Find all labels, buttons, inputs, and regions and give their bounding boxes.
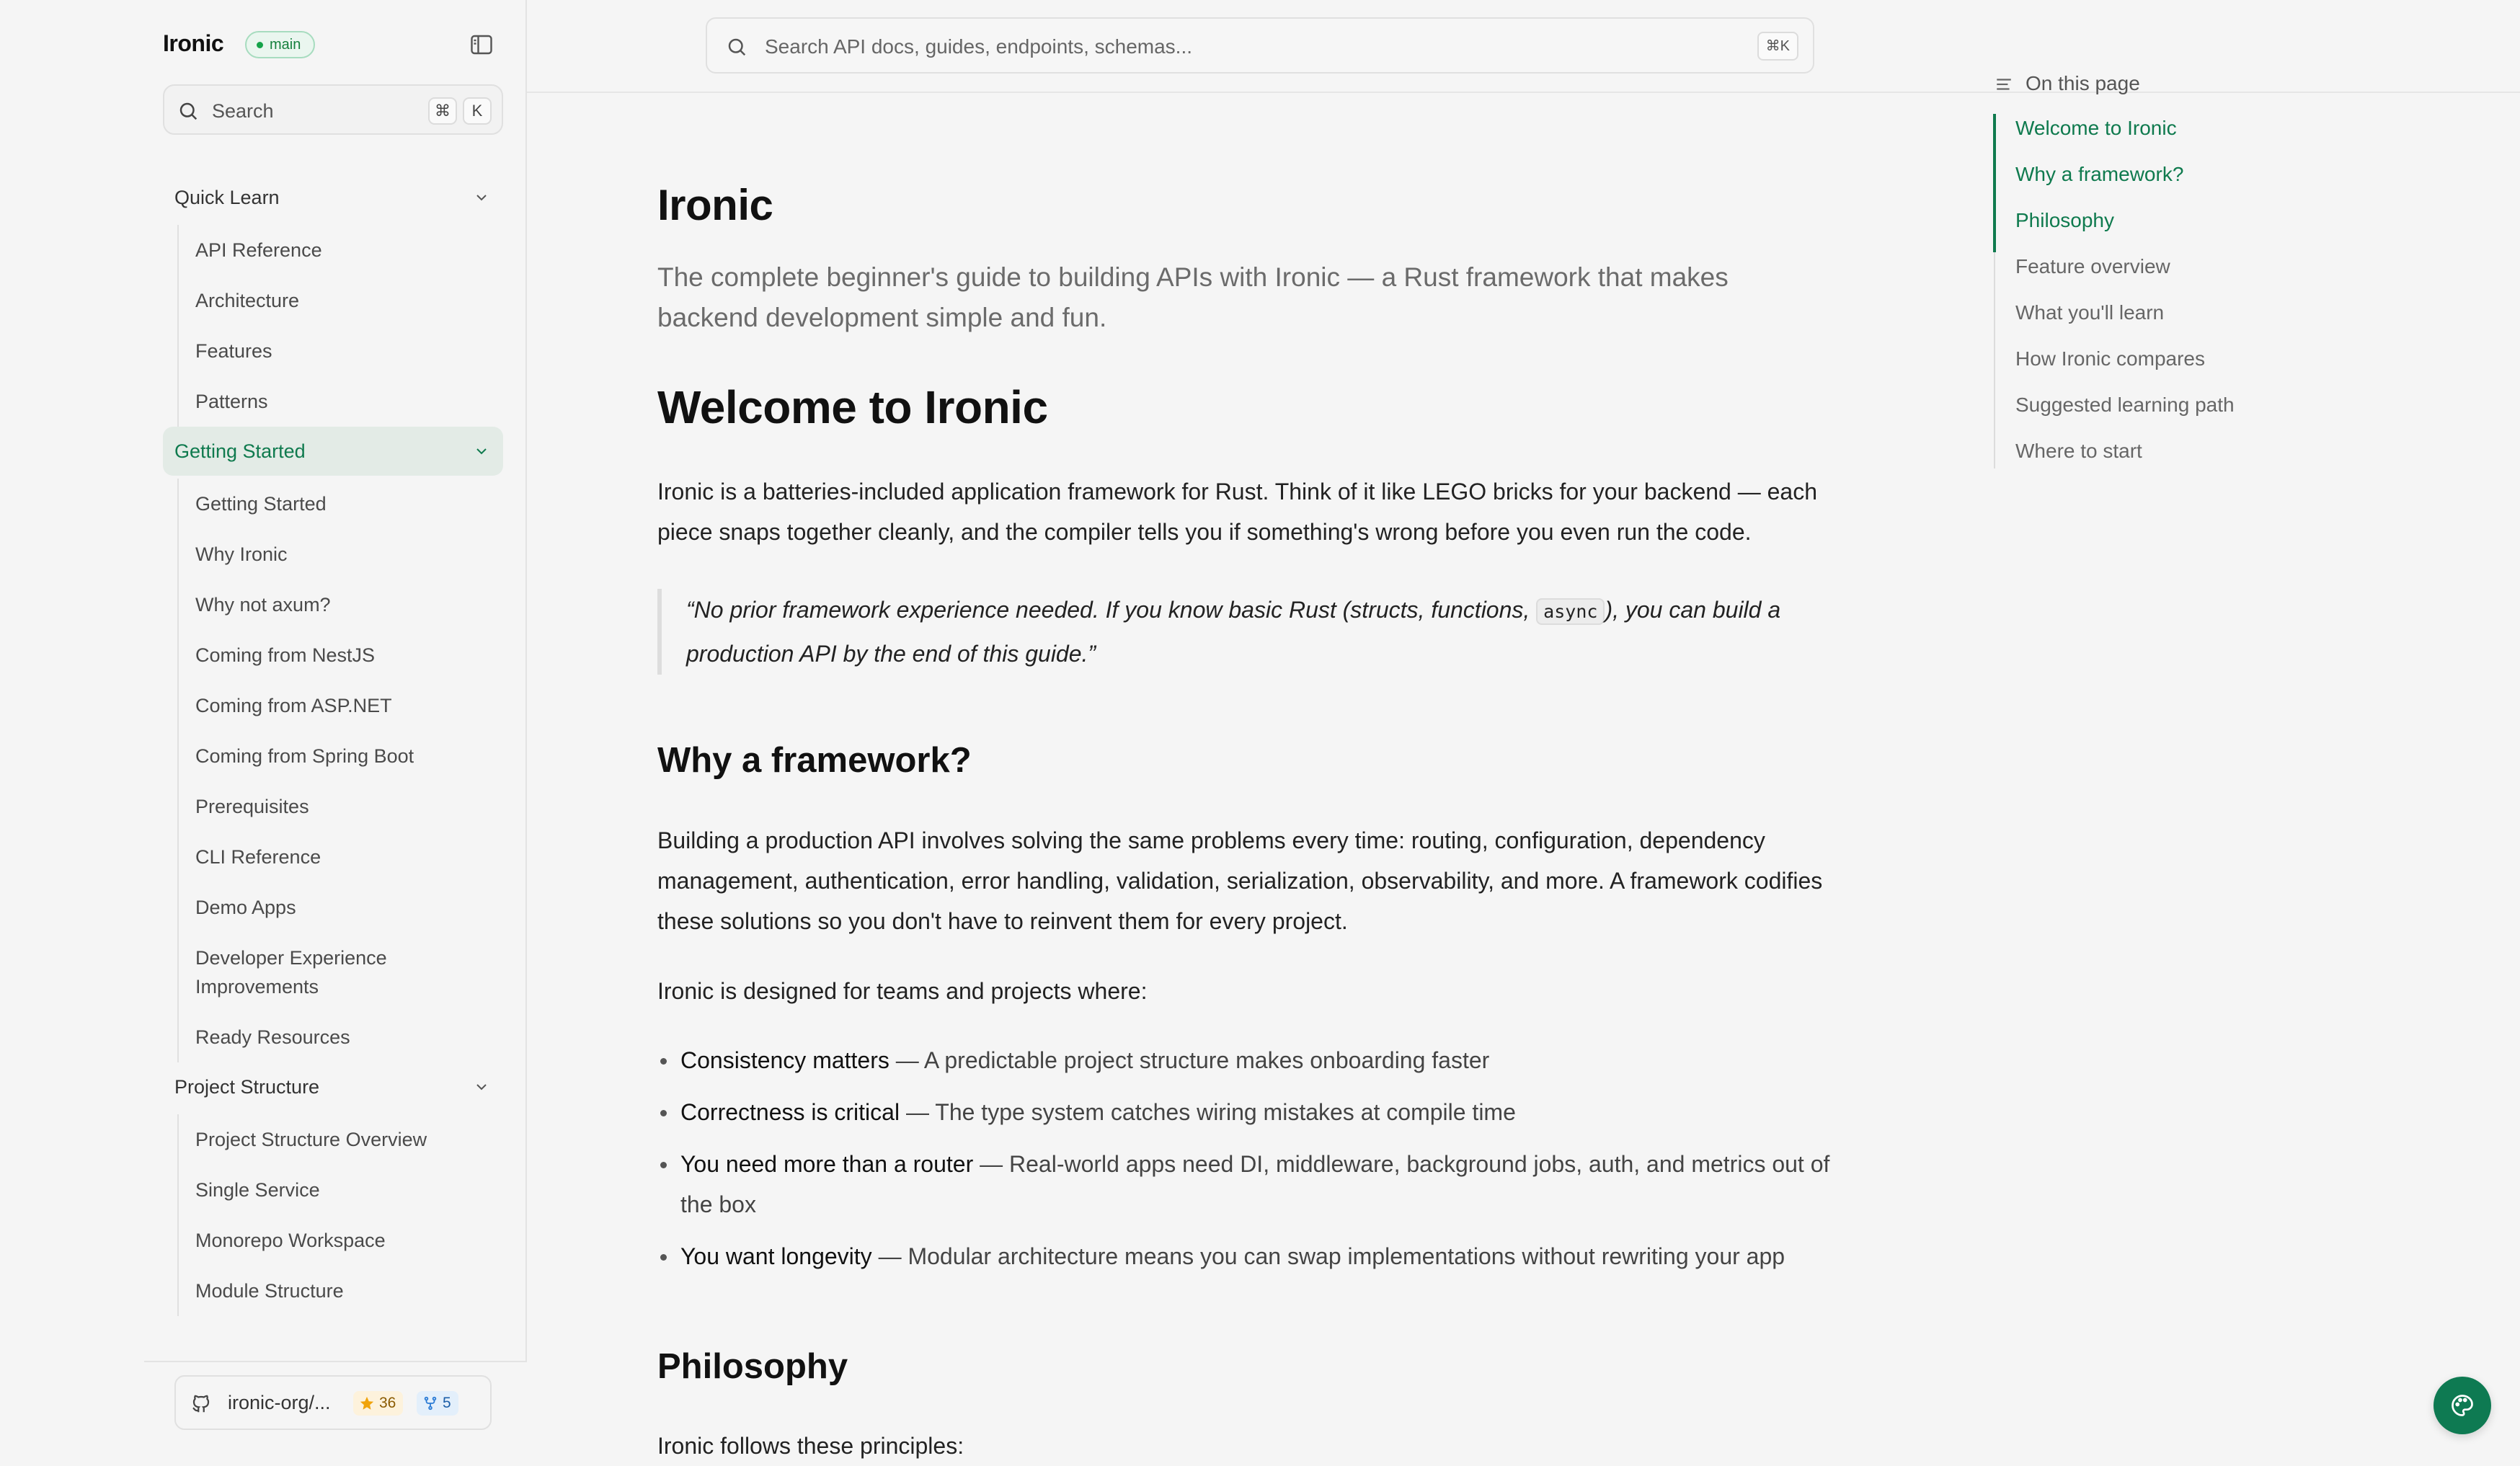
list-item-text: — A predictable project structure makes onboarding faster <box>889 1047 1490 1073</box>
nav-item-coming-from-spring-boot[interactable]: Coming from Spring Boot <box>195 745 414 767</box>
global-search-input[interactable] <box>706 17 1814 74</box>
nav-item-prerequisites[interactable]: Prerequisites <box>195 796 309 817</box>
nav-item-developer-experience[interactable]: Developer Experience Improvements <box>195 947 387 998</box>
blockquote-prior-experience <box>657 589 1840 675</box>
nav-item-module-structure[interactable]: Module Structure <box>195 1280 344 1302</box>
nav-item-api-reference[interactable]: API Reference <box>195 239 322 261</box>
toc-item-how-ironic-compares[interactable]: How Ironic compares <box>2015 347 2205 370</box>
quote-text-before: “No prior framework experience needed. If you know basic Rust (structs, functions, <box>686 597 1537 623</box>
search-placeholder: Search API docs, guides, endpoints, schemas... <box>765 35 1193 58</box>
nav-section-quick-learn[interactable] <box>163 173 503 222</box>
search-icon <box>726 36 747 58</box>
github-icon <box>190 1393 212 1415</box>
repo-name: ironic-org/... <box>228 1392 331 1413</box>
nav-section-label: Getting Started <box>174 440 306 462</box>
toc-list <box>1994 114 2235 468</box>
list-item <box>657 1236 1840 1276</box>
nav-item-getting-started[interactable]: Getting Started <box>195 493 327 515</box>
theme-fab-button[interactable] <box>2434 1377 2491 1434</box>
nav-section-label: Quick Learn <box>174 187 280 208</box>
nav-section-project-structure[interactable] <box>163 1062 503 1111</box>
sidebar-search-button[interactable] <box>163 84 503 135</box>
page-lead: The complete beginner's guide to building APIs with Ironic — a Rust framework that makes backend development simple and fun. <box>657 262 1729 332</box>
list-item-text: — Real-world apps need DI, middleware, background jobs, auth, and metrics out of the box <box>680 1151 1830 1217</box>
list-item-text: — Modular architecture means you can swap implementations without rewriting your app <box>871 1243 1785 1269</box>
kbd-k: K <box>463 97 492 125</box>
sidebar-nav <box>163 173 503 1316</box>
toc-item-philosophy[interactable]: Philosophy <box>1993 206 2235 252</box>
nav-list-getting-started <box>177 479 503 1062</box>
nav-list-quick-learn <box>177 225 503 427</box>
paragraph-philosophy: Ironic follows these principles: <box>657 1433 964 1459</box>
nav-item-why-ironic[interactable]: Why Ironic <box>195 543 288 565</box>
palette-icon <box>2449 1392 2475 1418</box>
kbd-cmd: ⌘ <box>428 97 457 125</box>
nav-item-ready-resources[interactable]: Ready Resources <box>195 1026 350 1048</box>
inline-code-async: async <box>1536 598 1605 625</box>
nav-list-project-structure <box>177 1114 503 1316</box>
paragraph-designed-for: Ironic is designed for teams and projects where: <box>657 978 1148 1004</box>
quote-text-after: ), you can build a production API by the end of this guide.” <box>686 597 1781 667</box>
github-repo-link[interactable] <box>174 1375 492 1430</box>
nav-item-features[interactable]: Features <box>195 340 272 362</box>
nav-item-patterns[interactable]: Patterns <box>195 391 268 412</box>
nav-item-project-structure-overview[interactable]: Project Structure Overview <box>195 1129 427 1150</box>
chevron-down-icon <box>473 189 490 206</box>
list-item-text: — The type system catches wiring mistakes at compile time <box>900 1099 1516 1125</box>
sidebar-header <box>163 29 503 61</box>
nav-item-demo-apps[interactable]: Demo Apps <box>195 897 296 918</box>
list-item <box>657 1040 1840 1080</box>
paragraph-why-framework: Building a production API involves solving the same problems every time: routing, configuration, dependency management, authentication, error handling, validation, serialization, observability, and more. A framework codifies these solutions so you don't have to reinvent them for every project. <box>657 827 1823 934</box>
list-item <box>657 1144 1840 1225</box>
sidebar-search-label: Search <box>212 100 274 122</box>
nav-section-getting-started[interactable] <box>163 427 503 476</box>
list-item <box>657 1092 1840 1132</box>
table-of-contents <box>1994 69 2297 462</box>
toc-item-what-youll-learn[interactable]: What you'll learn <box>2015 301 2165 324</box>
forks-count: 5 <box>443 1395 451 1411</box>
nav-section-label: Project Structure <box>174 1076 320 1098</box>
toc-item-why-framework[interactable]: Why a framework? <box>1993 160 2235 206</box>
list-item-strong: Correctness is critical <box>680 1099 900 1125</box>
nav-item-monorepo-workspace[interactable]: Monorepo Workspace <box>195 1230 386 1251</box>
toc-item-welcome[interactable]: Welcome to Ironic <box>1993 114 2235 160</box>
list-icon <box>1994 75 2014 94</box>
stars-count: 36 <box>379 1395 396 1411</box>
nav-item-coming-from-aspnet[interactable]: Coming from ASP.NET <box>195 695 392 716</box>
nav-item-coming-from-nestjs[interactable]: Coming from NestJS <box>195 644 376 666</box>
paragraph-welcome: Ironic is a batteries-included application framework for Rust. Think of it like LEGO bricks for your backend — each piece snaps together cleanly, and the compiler tells you if something's wrong before you even run the code. <box>657 479 1817 545</box>
forks-badge <box>417 1391 458 1416</box>
page-title: Ironic <box>657 181 773 229</box>
stars-badge <box>353 1391 403 1416</box>
toc-heading <box>1994 69 2297 98</box>
heading-philosophy: Philosophy <box>657 1347 848 1386</box>
toc-item-where-to-start[interactable]: Where to start <box>2015 440 2142 462</box>
toc-item-feature-overview[interactable]: Feature overview <box>2015 255 2170 277</box>
fork-icon <box>422 1395 438 1411</box>
sidebar-toggle-icon[interactable] <box>469 32 494 58</box>
chevron-down-icon <box>473 443 490 460</box>
toc-heading-label: On this page <box>2026 72 2140 94</box>
app-logo-title[interactable]: Ironic <box>163 30 224 56</box>
star-icon <box>359 1395 375 1411</box>
nav-item-single-service[interactable]: Single Service <box>195 1179 320 1201</box>
heading-why-framework: Why a framework? <box>657 741 972 780</box>
sidebar-footer <box>144 1361 527 1463</box>
search-shortcut-kbd: ⌘K <box>1757 32 1798 61</box>
nav-item-architecture[interactable]: Architecture <box>195 290 300 311</box>
list-item-strong: Consistency matters <box>680 1047 889 1073</box>
chevron-down-icon <box>473 1078 490 1096</box>
toc-item-suggested-learning-path[interactable]: Suggested learning path <box>2015 394 2235 416</box>
branch-badge[interactable]: main <box>245 31 315 58</box>
nav-item-why-not-axum[interactable]: Why not axum? <box>195 594 331 616</box>
search-icon <box>177 100 199 122</box>
nav-item-cli-reference[interactable]: CLI Reference <box>195 846 321 868</box>
list-item-strong: You want longevity <box>680 1243 872 1269</box>
sidebar <box>0 0 527 1463</box>
bullet-list-reasons <box>657 1040 1840 1288</box>
heading-welcome: Welcome to Ironic <box>657 381 1048 433</box>
list-item-strong: You need more than a router <box>680 1151 974 1177</box>
